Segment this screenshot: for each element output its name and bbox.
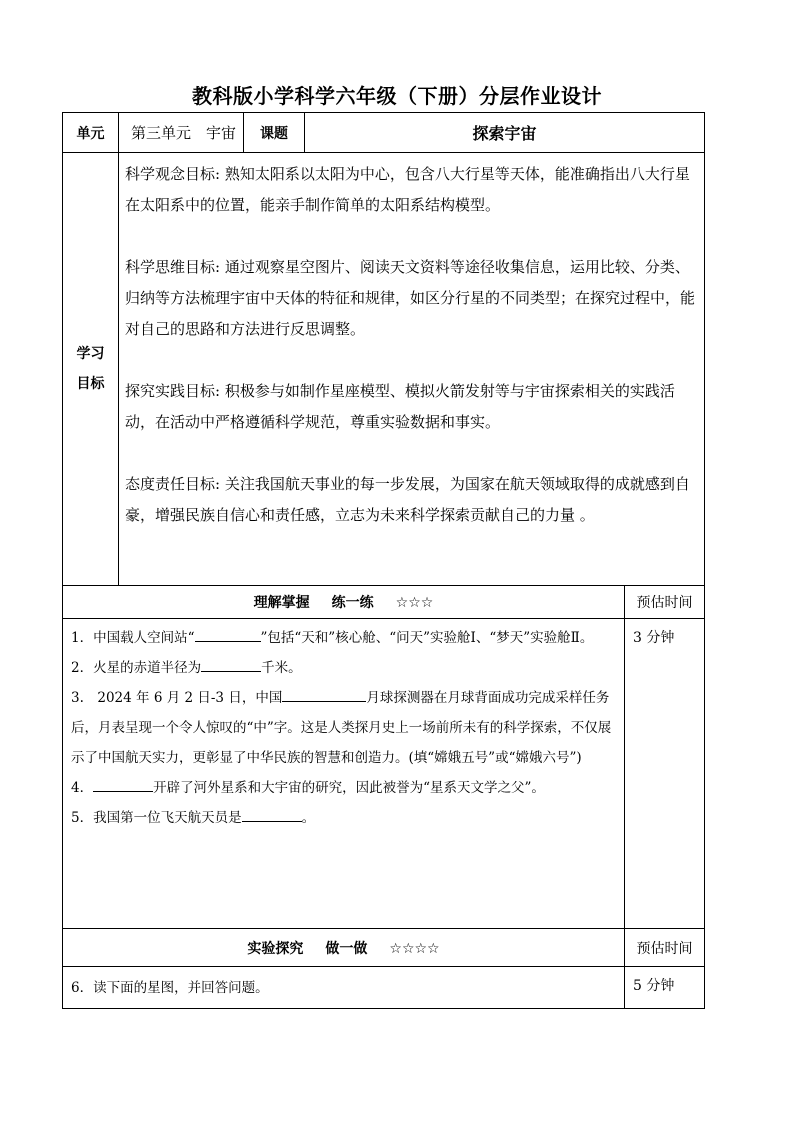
section1-questions xyxy=(63,619,625,929)
goals-label-line1: 学习 xyxy=(76,346,105,362)
section2-body-row xyxy=(63,967,705,1009)
answer-blank-3[interactable] xyxy=(282,685,366,702)
section2-title-a: 实验探究 xyxy=(247,940,304,957)
question-4: 4． 开辟了河外星系和大宇宙的研究，因此被誉为“星系天文学之父”。 xyxy=(71,773,616,803)
section2-header-row xyxy=(63,929,705,967)
section1-title xyxy=(63,586,625,619)
unit-value: 第三单元 宇宙 xyxy=(119,113,244,153)
answer-blank-5[interactable] xyxy=(242,805,302,822)
goal-science-concept: 科学观念目标: 熟知太阳系以太阳为中心，包含八大行星等天体，能准确指出八大行星在太阳系中的位置，能亲手制作简单的太阳系结构模型。 xyxy=(125,165,690,214)
question-3: 3. 2024 年 6 月 2 日-3 日，中国 月球探测器在月球背面成功完成采样任务后，月表呈现一个令人惊叹的“中”字。这是人类探月史上一场前所未有的科学探索，不仅展示了中国航天实力，更彰显了中华民族的智慧和创造力。(填“嫦娥五号”或“嫦娥六号”) xyxy=(71,683,616,773)
topic-value: 探索宇宙 xyxy=(305,113,705,153)
goals-label xyxy=(63,153,119,586)
goals-row xyxy=(63,153,705,586)
goal-attitude-responsibility: 态度责任目标: 关注我国航天事业的每一步发展，为国家在航天领域取得的成就感到自豪，增强民族自信心和责任感，立志为未来科学探索贡献自己的力量 。 xyxy=(125,475,690,524)
section1-title-a: 理解掌握 xyxy=(253,595,310,611)
goal-science-thinking: 科学思维目标: 通过观察星空图片、阅读天文资料等途径收集信息，运用比较、分类、归纳等方法梳理宇宙中天体的特征和规律，如区分行星的不同类型；在探究过程中，能对自己的思路和方法进行反思调整。 xyxy=(125,258,696,338)
section1-header-row xyxy=(63,586,705,619)
homework-table xyxy=(62,112,705,1009)
question-6: 6．读下面的星图，并回答问题。 xyxy=(71,980,269,996)
section1-time-value: 3 分钟 xyxy=(625,619,705,929)
answer-blank-1[interactable] xyxy=(195,625,261,642)
section1-body-row xyxy=(63,619,705,929)
section1-stars: ☆☆☆ xyxy=(395,595,434,611)
goals-content xyxy=(119,153,705,586)
unit-label: 单元 xyxy=(63,113,119,153)
question-1: 1．中国载人空间站“ ”包括“天和”核心舱、“问天”实验舱Ⅰ、“梦天”实验舱Ⅱ。 xyxy=(71,623,616,653)
section1-time-header: 预估时间 xyxy=(625,586,705,619)
question-2: 2．火星的赤道半径为 千米。 xyxy=(71,653,616,683)
page-title: 教科版小学科学六年级（下册）分层作业设计 xyxy=(192,84,602,108)
answer-blank-4[interactable] xyxy=(93,775,153,792)
goal-inquiry-practice: 探究实践目标: 积极参与如制作星座模型、模拟火箭发射等与宇宙探索相关的实践活动，在活动中严格遵循科学规范，尊重实验数据和事实。 xyxy=(125,382,675,431)
topic-label: 课题 xyxy=(244,113,305,153)
section2-stars: ☆☆☆☆ xyxy=(389,940,440,957)
header-row xyxy=(63,113,705,153)
answer-blank-2[interactable] xyxy=(201,655,261,672)
section2-time-value: 5 分钟 xyxy=(625,967,705,1009)
section2-time-header: 预估时间 xyxy=(625,929,705,967)
section2-questions xyxy=(63,967,625,1009)
section1-title-b: 练一练 xyxy=(331,595,374,611)
section2-title-b: 做一做 xyxy=(325,940,368,957)
goals-label-line2: 目标 xyxy=(76,376,105,392)
question-5: 5．我国第一位飞天航天员是 。 xyxy=(71,803,616,833)
section2-title xyxy=(63,929,625,967)
